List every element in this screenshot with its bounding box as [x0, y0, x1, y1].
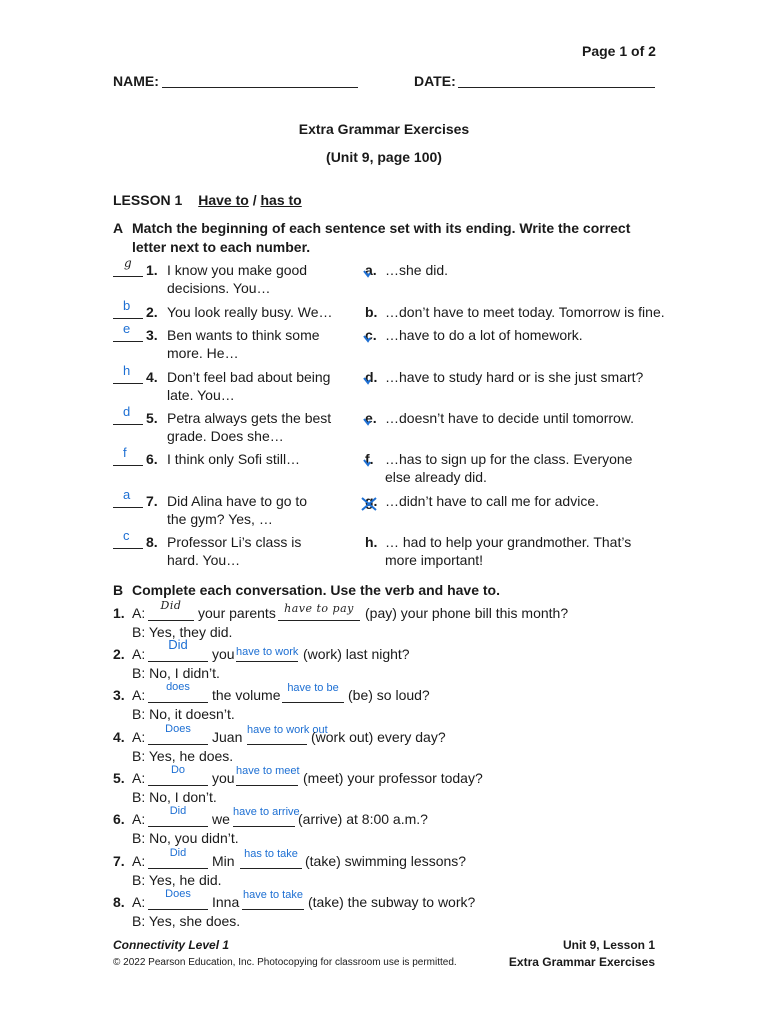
answer-blank[interactable]: [113, 507, 143, 508]
ending-text-continued: else already did.: [385, 469, 487, 485]
name-field[interactable]: [162, 87, 358, 88]
verb-blank[interactable]: [236, 785, 298, 786]
subject-text: Inna: [212, 894, 240, 910]
ending-letter: h.: [365, 534, 378, 550]
match-answer: b: [123, 298, 131, 313]
aux-blank[interactable]: [148, 620, 194, 621]
speaker-a-label: A:: [132, 770, 146, 786]
check-mark: [361, 412, 381, 430]
speaker-b-reply: B: Yes, he did.: [132, 872, 222, 888]
verb-blank[interactable]: [278, 620, 360, 621]
verb-blank[interactable]: [233, 826, 295, 827]
section-a-letter: A: [113, 220, 124, 236]
ending-text: …has to sign up for the class. Everyone: [385, 451, 633, 467]
answer-blank[interactable]: [113, 465, 143, 466]
verb-answer: have to take: [243, 889, 303, 901]
check-mark: [361, 329, 381, 347]
page-number: Page 1 of 2: [582, 43, 656, 59]
verb-answer: have to meet: [236, 765, 300, 777]
verb-answer: have to pay: [284, 602, 354, 615]
speaker-a-label: A:: [132, 687, 146, 703]
ending-text: …she did.: [385, 262, 449, 278]
aux-answer: Does: [165, 723, 191, 735]
worksheet-subtitle: (Unit 9, page 100): [326, 149, 442, 165]
speaker-b-reply: B: Yes, she does.: [132, 913, 241, 929]
verb-hint: (arrive) at 8:00 a.m.?: [298, 811, 428, 827]
date-label: DATE:: [414, 73, 456, 89]
verb-hint: (be) so loud?: [348, 687, 430, 703]
conversation-number: 5.: [113, 770, 125, 786]
verb-blank[interactable]: [240, 868, 302, 869]
lesson-label: LESSON 1: [113, 192, 183, 208]
ending-text: …didn’t have to call me for advice.: [385, 493, 599, 509]
item-text-continued: late. You…: [167, 387, 235, 403]
answer-blank[interactable]: [113, 318, 143, 319]
aux-blank[interactable]: [148, 702, 208, 703]
item-text-continued: the gym? Yes, …: [167, 511, 273, 527]
lesson-topic-2: has to: [260, 192, 302, 208]
match-answer: c: [123, 528, 130, 543]
verb-blank[interactable]: [242, 909, 304, 910]
item-text-continued: more. He…: [167, 345, 239, 361]
lesson-slash: /: [248, 192, 261, 208]
answer-blank[interactable]: [113, 383, 143, 384]
footer-book: Connectivity Level 1: [113, 938, 230, 952]
verb-hint: (work out) every day?: [311, 729, 446, 745]
speaker-b-reply: B: Yes, they did.: [132, 624, 233, 640]
answer-blank[interactable]: [113, 424, 143, 425]
check-mark: [361, 453, 381, 471]
speaker-a-label: A:: [132, 729, 146, 745]
verb-blank[interactable]: [282, 702, 344, 703]
match-answer: g: [124, 256, 133, 270]
aux-answer: Does: [165, 888, 191, 900]
speaker-b-reply: B: Yes, he does.: [132, 748, 234, 764]
speaker-b-reply: B: No, you didn’t.: [132, 830, 239, 846]
item-number: 4.: [146, 369, 158, 385]
match-answer: h: [123, 363, 131, 378]
item-text: You look really busy. We…: [167, 304, 333, 320]
item-text-continued: hard. You…: [167, 552, 241, 568]
subject-text: Min: [212, 853, 235, 869]
aux-blank[interactable]: [148, 744, 208, 745]
conversation-number: 4.: [113, 729, 125, 745]
aux-blank[interactable]: [148, 785, 208, 786]
ending-letter: c.: [365, 327, 377, 343]
lesson-heading: [113, 192, 302, 208]
item-text: Petra always gets the best: [167, 410, 332, 426]
check-mark: [361, 264, 381, 282]
answer-blank[interactable]: [113, 341, 143, 342]
item-number: 2.: [146, 304, 158, 320]
verb-hint: (take) swimming lessons?: [305, 853, 467, 869]
conversation-number: 6.: [113, 811, 125, 827]
speaker-a-label: A:: [132, 853, 146, 869]
ending-text: … had to help your grandmother. That’s: [385, 534, 632, 550]
aux-blank[interactable]: [148, 868, 208, 869]
item-number: 7.: [146, 493, 158, 509]
ending-text: …don’t have to meet today. Tomorrow is fine.: [385, 304, 665, 320]
item-number: 3.: [146, 327, 158, 343]
subject-text: Juan: [212, 729, 243, 745]
item-text: I think only Sofi still…: [167, 451, 301, 467]
speaker-b-reply: B: No, it doesn’t.: [132, 706, 235, 722]
ending-letter: a.: [365, 262, 377, 278]
item-text-continued: grade. Does she…: [167, 428, 284, 444]
item-number: 8.: [146, 534, 158, 550]
match-answer: a: [123, 487, 131, 502]
aux-answer: Do: [170, 764, 186, 776]
speaker-b-reply: B: No, I didn’t.: [132, 665, 220, 681]
speaker-a-label: A:: [132, 894, 146, 910]
worksheet-title: Extra Grammar Exercises: [298, 121, 470, 137]
speaker-a-label: A:: [132, 811, 146, 827]
aux-answer: Did: [169, 805, 187, 817]
lesson-topic-1: Have to: [198, 192, 249, 208]
item-number: 1.: [146, 262, 158, 278]
verb-answer: has to take: [244, 848, 298, 860]
ending-text: …doesn’t have to decide until tomorrow.: [385, 410, 635, 426]
aux-answer: Did: [169, 847, 187, 859]
item-number: 6.: [146, 451, 158, 467]
conversation-number: 3.: [113, 687, 125, 703]
footer-exercise: Extra Grammar Exercises: [508, 955, 655, 969]
subject-text: you: [212, 770, 235, 786]
ending-letter: e.: [365, 410, 377, 426]
item-text: Don’t feel bad about being: [167, 369, 331, 385]
ending-letter: d.: [365, 369, 378, 385]
ending-text-continued: more important!: [385, 552, 484, 568]
verb-answer: have to be: [287, 682, 339, 694]
speaker-a-label: A:: [132, 646, 146, 662]
item-text: I know you make good: [167, 262, 308, 278]
date-field[interactable]: [458, 87, 655, 88]
section-a-instruction-2: letter next to each number.: [132, 239, 311, 255]
verb-hint: (meet) your professor today?: [303, 770, 483, 786]
item-text: Ben wants to think some: [167, 327, 320, 343]
item-text-continued: decisions. You…: [167, 280, 271, 296]
section-b-instruction: Complete each conversation. Use the verb and have to.: [132, 582, 500, 598]
conversation-number: 1.: [113, 605, 125, 621]
verb-answer: have to arrive: [233, 806, 300, 818]
footer-copyright: © 2022 Pearson Education, Inc. Photocopying for classroom use is permitted.: [113, 957, 457, 968]
match-answer: f: [123, 445, 127, 460]
verb-hint: (pay) your phone bill this month?: [365, 605, 569, 621]
verb-blank[interactable]: [236, 661, 298, 662]
aux-answer: does: [166, 681, 190, 693]
name-label: NAME:: [113, 73, 159, 89]
ending-letter: g.: [365, 493, 378, 509]
check-mark: [361, 371, 381, 389]
subject-text: you: [212, 646, 235, 662]
speaker-b-reply: B: No, I don’t.: [132, 789, 217, 805]
conversation-number: 8.: [113, 894, 125, 910]
conversation-number: 7.: [113, 853, 125, 869]
section-b-letter: B: [113, 582, 124, 598]
verb-hint: (work) last night?: [303, 646, 410, 662]
footer-unit: Unit 9, Lesson 1: [562, 938, 655, 952]
ending-text: …have to study hard or is she just smart?: [385, 369, 644, 385]
conversation-number: 2.: [113, 646, 125, 662]
speaker-a-label: A:: [132, 605, 146, 621]
subject-text: your parents: [198, 605, 276, 621]
aux-answer: Did: [168, 637, 188, 652]
answer-blank[interactable]: [113, 276, 143, 277]
answer-blank[interactable]: [113, 548, 143, 549]
ending-letter: f.: [365, 451, 374, 467]
ending-letter: b.: [365, 304, 378, 320]
match-answer: e: [123, 321, 131, 336]
ending-text: …have to do a lot of homework.: [385, 327, 583, 343]
verb-answer: have to work: [236, 646, 299, 658]
subject-text: the volume: [212, 687, 281, 703]
verb-blank[interactable]: [247, 744, 307, 745]
subject-text: we: [212, 811, 230, 827]
verb-hint: (take) the subway to work?: [308, 894, 476, 910]
aux-answer: Did: [160, 599, 182, 612]
verb-answer: have to work out: [247, 724, 328, 736]
item-text: Professor Li’s class is: [167, 534, 302, 550]
aux-blank[interactable]: [148, 661, 208, 662]
match-answer: d: [123, 404, 131, 419]
section-a-instruction-1: Match the beginning of each sentence set with its ending. Write the correct: [132, 220, 631, 236]
aux-blank[interactable]: [148, 826, 208, 827]
item-number: 5.: [146, 410, 158, 426]
item-text: Did Alina have to go to: [167, 493, 308, 509]
crossed-out-mark: [359, 495, 379, 513]
aux-blank[interactable]: [148, 909, 208, 910]
